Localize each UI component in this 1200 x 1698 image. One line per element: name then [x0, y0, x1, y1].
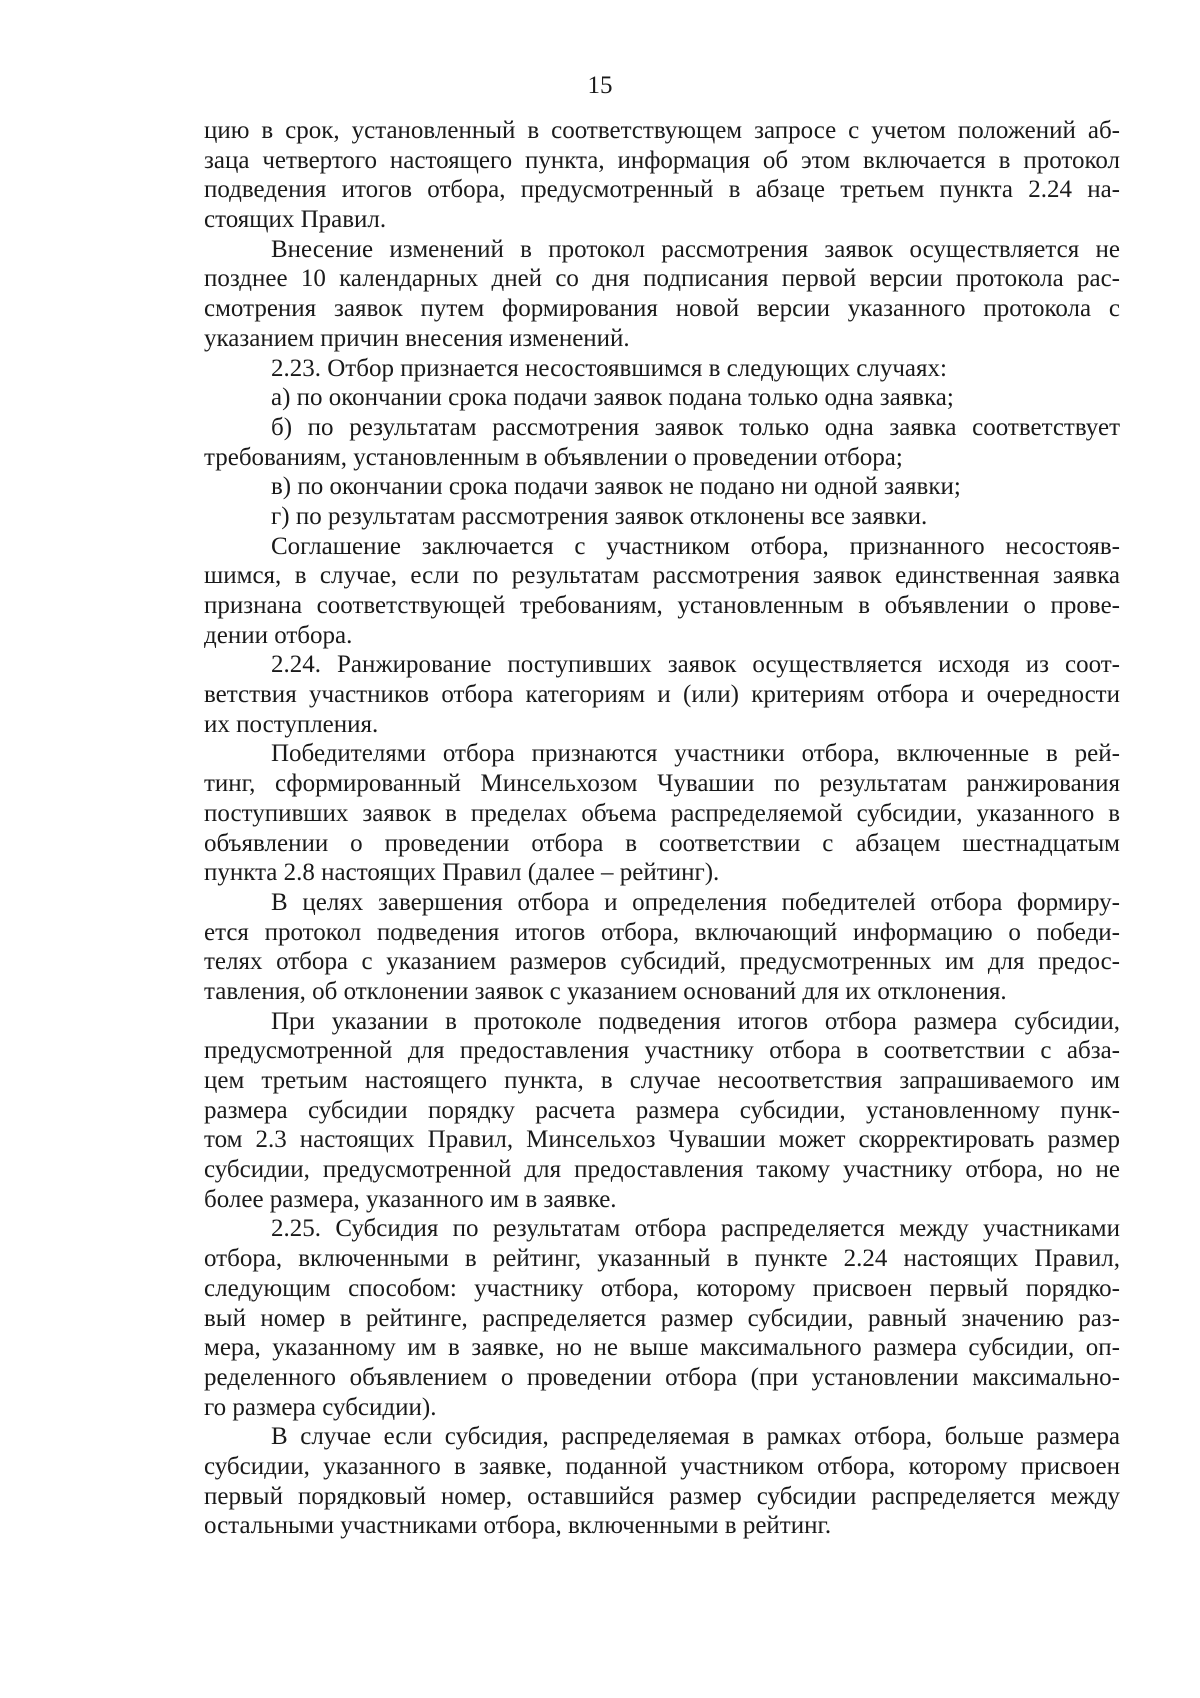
text-line: мера, указанному им в заявке, но не выше максимального размера субсидии, оп-	[204, 1334, 1120, 1362]
text-line: дении отбора.	[204, 621, 353, 649]
text-line: телях отбора с указанием размеров субсидий, предусмотренных им для предос-	[204, 948, 1120, 976]
text-line: тавления, об отклонении заявок с указанием оснований для их отклонения.	[204, 977, 1007, 1005]
text-line: подведения итогов отбора, предусмотренный в абзаце третьем пункта 2.24 на-	[204, 176, 1120, 204]
text-line: 2.24. Ранжирование поступивших заявок осуществляется исходя из соот-	[271, 651, 1120, 679]
text-line: цию в срок, установленный в соответствующем запросе с учетом положений аб-	[204, 117, 1120, 144]
text-line: го размера субсидии).	[204, 1393, 437, 1421]
text-line: предусмотренной для предоставления участнику отбора в соответствии с абза-	[204, 1037, 1120, 1065]
text-line: ется протокол подведения итогов отбора, включающий информацию о победи-	[204, 918, 1120, 946]
text-line: г) по результатам рассмотрения заявок отклонены все заявки.	[271, 502, 928, 530]
text-line: том 2.3 настоящих Правил, Минсельхоз Чувашии может скорректировать размер	[204, 1126, 1120, 1154]
page-number: 15	[587, 72, 613, 99]
text-line: их поступления.	[204, 710, 379, 738]
text-line: 2.23. Отбор признается несостоявшимся в следующих случаях:	[271, 354, 947, 382]
text-line: шимся, в случае, если по результатам рассмотрения заявок единственная заявка	[204, 562, 1120, 590]
text-line: первый порядковый номер, оставшийся размер субсидии распределяется между	[204, 1482, 1120, 1510]
text-line: ветствия участников отбора категориям и (или) критериям отбора и очередности	[204, 681, 1120, 709]
text-line: вый номер в рейтинге, распределяется размер субсидии, равный значению раз-	[204, 1304, 1120, 1332]
text-line: тинг, сформированный Минсельхозом Чувашии по результатам ранжирования	[204, 770, 1120, 798]
text-line: в) по окончании срока подачи заявок не подано ни одной заявки;	[271, 473, 961, 501]
document-body-text	[204, 116, 1120, 1541]
text-line: В целях завершения отбора и определения победителей отбора формиру-	[271, 888, 1120, 916]
text-line: субсидии, указанного в заявке, поданной участником отбора, которому присвоен	[204, 1452, 1120, 1480]
text-line: субсидии, предусмотренной для предоставления такому участнику отбора, но не	[204, 1156, 1120, 1184]
text-line: признана соответствующей требованиям, установленным в объявлении о прове-	[204, 592, 1120, 619]
text-line: Внесение изменений в протокол рассмотрения заявок осуществляется не	[271, 235, 1120, 263]
text-line: размера субсидии порядку расчета размера субсидии, установленному пунк-	[204, 1096, 1120, 1124]
text-line: требованиям, установленным в объявлении о проведении отбора;	[204, 443, 903, 471]
text-line: заца четвертого настоящего пункта, информация об этом включается в протокол	[204, 146, 1120, 174]
text-line: позднее 10 календарных дней со дня подписания первой версии протокола рас-	[204, 265, 1120, 293]
text-line: следующим способом: участнику отбора, которому присвоен первый порядко-	[204, 1274, 1120, 1302]
text-line: В случае если субсидия, распределяемая в рамках отбора, больше размера	[271, 1423, 1120, 1451]
text-line: Победителями отбора признаются участники отбора, включенные в рей-	[271, 740, 1120, 768]
text-line: При указании в протоколе подведения итогов отбора размера субсидии,	[271, 1007, 1120, 1035]
text-line: ределенного объявлением о проведении отбора (при установлении максимально-	[204, 1363, 1120, 1391]
text-line: а) по окончании срока подачи заявок подана только одна заявка;	[271, 384, 954, 412]
text-line: отбора, включенными в рейтинг, указанный в пункте 2.24 настоящих Правил,	[204, 1245, 1120, 1273]
text-line: Соглашение заключается с участником отбора, признанного несостояв-	[271, 532, 1120, 560]
text-line: пункта 2.8 настоящих Правил (далее – рейтинг).	[204, 859, 720, 887]
text-line: 2.25. Субсидия по результатам отбора распределяется между участниками	[271, 1215, 1120, 1243]
text-line: цем третьим настоящего пункта, в случае несоответствия запрашиваемого им	[204, 1067, 1120, 1094]
text-line: поступивших заявок в пределах объема распределяемой субсидии, указанного в	[204, 799, 1120, 827]
text-line: остальными участниками отбора, включенными в рейтинг.	[204, 1512, 832, 1540]
text-line: стоящих Правил.	[204, 206, 387, 234]
text-line: смотрения заявок путем формирования новой версии указанного протокола с	[204, 295, 1120, 323]
text-line: указанием причин внесения изменений.	[204, 324, 630, 352]
text-line: объявлении о проведении отбора в соответствии с абзацем шестнадцатым	[204, 829, 1120, 857]
text-line: более размера, указанного им в заявке.	[204, 1185, 617, 1213]
text-line: б) по результатам рассмотрения заявок только одна заявка соответствует	[271, 413, 1120, 441]
